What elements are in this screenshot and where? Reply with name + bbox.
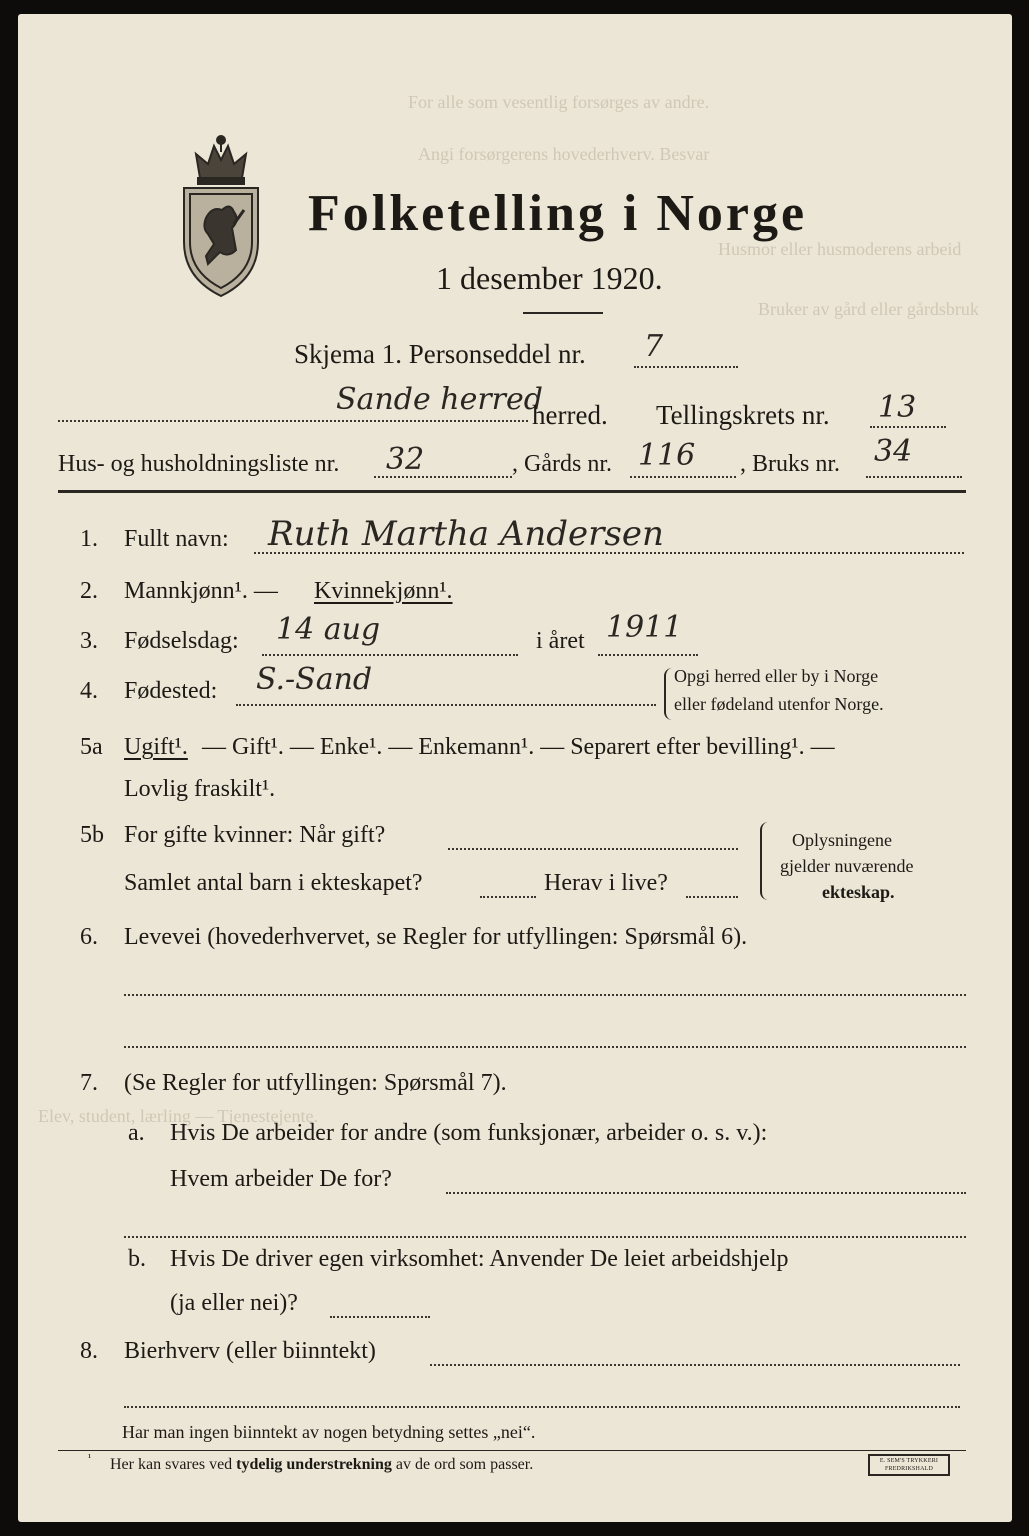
personseddel-line — [634, 366, 738, 368]
herred-label: herred. — [532, 400, 608, 430]
gards-line — [630, 476, 736, 478]
bleed-through-text: Husmor eller husmoderens arbeid — [718, 239, 962, 259]
q5a-number: 5a — [80, 734, 103, 760]
form-date: 1 desember 1920. — [436, 260, 663, 296]
herred-line — [58, 420, 528, 422]
q1-full-name-value: Ruth Martha Andersen — [268, 514, 664, 554]
q3-year-label: i året — [536, 628, 585, 654]
q3-number: 3. — [80, 628, 98, 654]
gards-value: 116 — [638, 438, 696, 473]
q5b-children-line — [480, 896, 536, 898]
q3-date-line — [262, 654, 518, 656]
husliste-value: 32 — [386, 442, 425, 477]
q5b-note-line2: gjelder nuværende — [780, 856, 914, 876]
q4-note-line1: Opgi herred eller by i Norge — [674, 666, 879, 686]
q6-line-1 — [124, 994, 966, 996]
printer-location: FREDRIKSHALD — [884, 1466, 934, 1472]
q7b-letter: b. — [128, 1246, 146, 1272]
q7a-question: Hvem arbeider De for? — [170, 1166, 392, 1192]
printer-name: E. SEM'S TRYKKERI — [879, 1458, 939, 1464]
q5b-number: 5b — [80, 822, 104, 848]
footnote-mark: ¹ — [88, 1452, 92, 1464]
q8-number: 8. — [80, 1338, 98, 1364]
gards-label: , Gårds nr. — [512, 451, 612, 477]
bruks-value: 34 — [874, 434, 913, 469]
q4-note-line2: eller fødeland utenfor Norge. — [674, 694, 884, 714]
personseddel-value: 7 — [644, 329, 664, 364]
q3-year-line — [598, 654, 698, 656]
tellingskrets-value: 13 — [878, 390, 917, 425]
header-divider — [58, 490, 966, 493]
form-title: Folketelling i Norge — [308, 185, 808, 242]
q7a-text: Hvis De arbeider for andre (som funksjonær, arbeider o. s. v.): — [170, 1120, 768, 1146]
q5b-married-label: For gifte kvinner: Når gift? — [124, 822, 386, 848]
footnote-post: av de ord som passer. — [395, 1456, 534, 1473]
q2-male-option: Mannkjønn¹. — — [124, 578, 278, 604]
bleed-through-text: Bruker av gård eller gårdsbruk — [758, 299, 979, 319]
title-divider — [523, 312, 603, 314]
q8-line-2 — [124, 1406, 960, 1408]
q7b-question: (ja eller nei)? — [170, 1290, 298, 1316]
footnote-pre: Her kan svares ved — [110, 1456, 233, 1473]
q7b-line — [330, 1316, 430, 1318]
husliste-label: Hus- og husholdningsliste nr. — [58, 451, 340, 477]
bleed-through-text: Elev, student, lærling — Tjenestejente. — [38, 1106, 318, 1126]
q5b-note-line1: Oplysningene — [792, 830, 892, 850]
q3-label: Fødselsdag: — [124, 628, 239, 654]
bruks-label: , Bruks nr. — [740, 451, 841, 477]
norwegian-coat-of-arms-icon — [178, 132, 264, 300]
q1-label: Fullt navn: — [124, 526, 229, 552]
footer-divider — [58, 1450, 966, 1451]
q5b-brace — [760, 822, 768, 900]
census-form-page — [18, 14, 1012, 1522]
q4-birthplace-value: S.-Sand — [256, 662, 373, 697]
tellingskrets-line — [870, 426, 946, 428]
bleed-through-text: Angi forsørgerens hovederhverv. Besvar — [418, 144, 710, 164]
skjema-label: Skjema 1. Personseddel nr. — [294, 339, 586, 369]
q1-number: 1. — [80, 526, 98, 552]
q5a-other-options: — Gift¹. — Enke¹. — Enkemann¹. — Separert efter bevilling¹. — — [202, 734, 835, 760]
bleed-through-text: For alle som vesentlig forsørges av andre. — [408, 92, 710, 112]
q4-brace — [664, 668, 672, 720]
tellingskrets-label: Tellingskrets nr. — [656, 400, 830, 430]
q8-label: Bierhverv (eller biinntekt) — [124, 1338, 376, 1364]
q7b-text: Hvis De driver egen virksomhet: Anvender De leiet arbeidshjelp — [170, 1246, 789, 1272]
q4-line — [236, 704, 656, 706]
q2-female-option-underlined: Kvinnekjønn¹. — [314, 578, 453, 604]
q4-number: 4. — [80, 678, 98, 704]
q7-label: (Se Regler for utfyllingen: Spørsmål 7). — [124, 1070, 507, 1096]
q7a-line — [446, 1192, 966, 1194]
q5b-alive-label: Herav i live? — [544, 870, 668, 896]
q5b-alive-line — [686, 896, 738, 898]
herred-value: Sande herred — [336, 382, 543, 417]
q2-number: 2. — [80, 578, 98, 604]
q5a-fraskilt-option: Lovlig fraskilt¹. — [124, 776, 276, 802]
bruks-line — [866, 476, 962, 478]
q6-line-2 — [124, 1046, 966, 1048]
footnote-bold: tydelig understrekning — [236, 1456, 392, 1473]
q7a-letter: a. — [128, 1120, 145, 1146]
q7a-line-2 — [124, 1236, 966, 1238]
footer-note: Har man ingen biinntekt av nogen betydning settes „nei“. — [122, 1422, 536, 1442]
q8-line — [430, 1364, 960, 1366]
q3-birthday-value: 14 aug — [276, 612, 381, 647]
q5b-married-line — [448, 848, 738, 850]
q5b-note-line3: ekteskap. — [822, 882, 895, 902]
q3-year-value: 1911 — [606, 610, 683, 645]
q5a-ugift-option-underlined: Ugift¹. — [124, 734, 188, 760]
footnote — [110, 1456, 533, 1474]
q7-number: 7. — [80, 1070, 98, 1096]
q5b-children-label: Samlet antal barn i ekteskapet? — [124, 870, 423, 896]
q4-label: Fødested: — [124, 678, 218, 704]
q6-label: Levevei (hovederhvervet, se Regler for utfyllingen: Spørsmål 6). — [124, 924, 748, 950]
q6-number: 6. — [80, 924, 98, 950]
printer-stamp — [868, 1454, 950, 1476]
